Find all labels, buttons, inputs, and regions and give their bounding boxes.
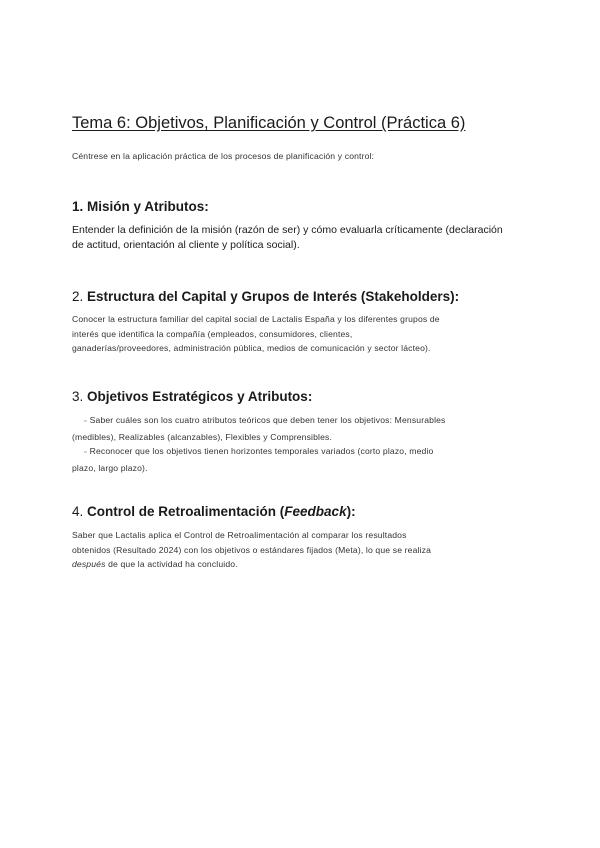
section-1-body <box>72 223 542 253</box>
bullet-item <box>72 444 532 461</box>
section-4-line: obtenidos (Resultado 2024) con los objetivos o estándares fijados (Meta), lo que se realiza <box>72 544 432 555</box>
intro-text: Céntrese en la aplicación práctica de los procesos de planificación y control: <box>72 151 375 161</box>
section-4-title-suffix: ): <box>346 504 356 519</box>
bullet-text-continued: plazo, largo plazo). <box>72 462 148 473</box>
bullet-text-continued: (medibles), Realizables (alcanzables), Flexibles y Comprensibles. <box>72 431 333 442</box>
bullet-text: Saber cuáles son los cuatro atributos teóricos que deben tener los objetivos: Mensurables <box>89 415 446 425</box>
section-2-title: Estructura del Capital y Grupos de Interés (Stakeholders): <box>87 289 460 304</box>
section-4-emphasis: después <box>72 559 106 569</box>
section-3-number: 3. <box>72 389 88 404</box>
section-4-heading <box>72 504 356 519</box>
bullet-icon: ▫ <box>84 449 87 456</box>
section-3-heading <box>72 389 312 404</box>
section-3-body <box>72 413 532 475</box>
section-4-title-prefix: Control de Retroalimentación ( <box>87 504 285 519</box>
section-4-line <box>72 557 532 572</box>
section-1-title: Misión y Atributos: <box>87 199 209 214</box>
section-2-number: 2. <box>72 289 88 304</box>
section-2-line: Conocer la estructura familiar del capital social de Lactalis España y los diferentes grupos de <box>72 314 440 324</box>
section-2-line: ganaderías/proveedores, administración pública, medios de comunicación y sector lácteo). <box>72 343 431 353</box>
section-4-line: Saber que Lactalis aplica el Control de Retroalimentación al comparar los resultados <box>72 530 407 540</box>
section-1-line: Entender la definición de la misión (razón de ser) y cómo evaluarla críticamente (declaración <box>72 224 503 236</box>
section-4-rest: de que la actividad ha concluido. <box>105 559 238 569</box>
section-3-title: Objetivos Estratégicos y Atributos: <box>87 389 313 404</box>
section-1-line: de actitud, orientación al cliente y política social). <box>72 239 300 251</box>
bullet-icon: ▫ <box>84 418 87 425</box>
page-title: Tema 6: Objetivos, Planificación y Control (Práctica 6) <box>72 114 466 132</box>
section-1-number: 1. <box>72 199 88 214</box>
bullet-item <box>72 413 532 430</box>
section-2-line: interés que identifica la compañía (empleados, consumidores, clientes, <box>72 328 353 339</box>
section-4-title-italic: Feedback <box>284 504 347 519</box>
section-4-number: 4. <box>72 504 88 519</box>
section-1-heading <box>72 199 209 214</box>
section-2-heading <box>72 289 459 304</box>
section-2-body <box>72 312 532 356</box>
bullet-text: Reconocer que los objetivos tienen horizontes temporales variados (corto plazo, medio <box>89 446 434 456</box>
section-4-body <box>72 528 532 572</box>
